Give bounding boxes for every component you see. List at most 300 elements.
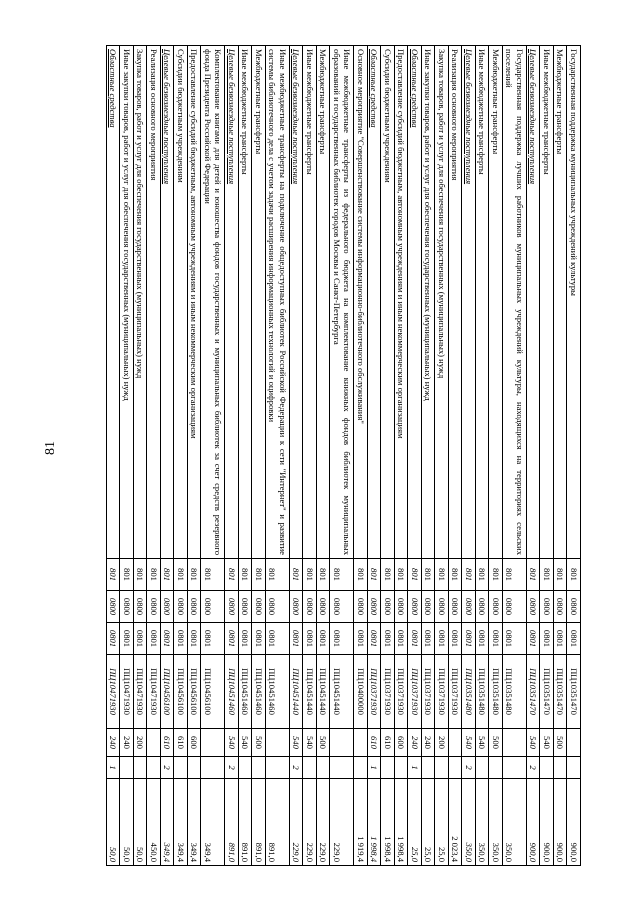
row-name-text: Иные межбюджетные трансферты [477,49,488,175]
subsection-code-cell: 0801 [540,623,554,655]
section-code-cell: 0800 [395,591,409,623]
target-article-cell: ПЦ10371930 [422,655,436,729]
row-name-text: Иные межбюджетные трансферты [240,49,251,175]
grbs-code-cell: 801 [120,559,134,591]
section-code-cell: 0800 [368,591,382,623]
subsection-code-cell: 0801 [449,623,463,655]
grbs-code-cell: 801 [422,559,436,591]
row-name-cell [107,46,121,559]
section-code-cell: 0800 [422,591,436,623]
row-name-text: Иные закупки товаров, работ и услуг для обеспечения государственных (муниципальных) нужд [122,49,132,401]
amount-cell: 891,0 [266,779,290,866]
expense-type-cell: 610 [368,729,382,757]
source-code-cell [174,757,188,779]
row-name-text: Межбюджетные трансферты [491,49,501,155]
expense-type-cell: 200 [134,729,148,757]
table-row [540,46,554,866]
section-code-cell: 0800 [188,591,202,623]
table-row [225,46,239,866]
row-name-cell [567,46,581,559]
source-code-cell [252,757,266,779]
target-article-cell: ПЦ10451460 [225,655,239,729]
subsection-code-cell: 0801 [225,623,239,655]
grbs-code-cell: 801 [489,559,503,591]
target-article-cell: ПЦ10471930 [120,655,134,729]
row-name-cell [422,46,436,559]
table-row [476,46,490,866]
table-row [354,46,368,866]
expense-type-cell: 610 [174,729,188,757]
row-name-cell [290,46,304,559]
amount-cell: 50,0 [107,779,121,866]
source-code-cell [147,757,161,779]
subsection-code-cell: 0801 [462,623,476,655]
source-code-cell [449,757,463,779]
table-row [303,46,317,866]
row-name-text: Предоставление субсидий бюджетным, автономным учреждениям и иным некоммерческим организациям [189,49,200,439]
expense-type-cell: 240 [120,729,134,757]
section-code-cell: 0800 [225,591,239,623]
amount-cell: 50,0 [120,779,134,866]
table-row [422,46,436,866]
source-code-cell [266,757,290,779]
row-name-cell [239,46,253,559]
expense-type-cell: 540 [462,729,476,757]
expense-type-cell [503,729,527,757]
amount-cell: 350,0 [503,779,527,866]
grbs-code-cell: 801 [354,559,368,591]
subsection-code-cell: 0801 [354,623,368,655]
row-name-text: Предоставление субсидий бюджетным, автономным учреждениям и иным некоммерческим организациям [396,49,407,439]
source-code-cell: 1 [368,757,382,779]
amount-cell: 349,4 [161,779,175,866]
target-article-cell: ПЦ10371930 [408,655,422,729]
target-article-cell: ПЦ10400000 [354,655,368,729]
row-name-cell [462,46,476,559]
grbs-code-cell: 801 [239,559,253,591]
amount-cell: 349,4 [174,779,188,866]
subsection-code-cell: 0801 [239,623,253,655]
expense-type-cell: 200 [435,729,449,757]
row-name-cell [408,46,422,559]
table-row [147,46,161,866]
row-name-cell [266,46,290,559]
row-name-text: Межбюджетные трансферты [254,49,264,155]
grbs-code-cell: 801 [290,559,304,591]
table-row [381,46,395,866]
section-code-cell: 0800 [107,591,121,623]
section-code-cell: 0800 [554,591,568,623]
grbs-code-cell: 801 [381,559,395,591]
table-row [107,46,121,866]
row-name-cell [489,46,503,559]
subsection-code-cell: 0801 [252,623,266,655]
table-row [527,46,541,866]
section-code-cell: 0800 [317,591,331,623]
row-name-cell [225,46,239,559]
amount-cell: 349,4 [201,779,225,866]
row-name-text: Закупка товаров, работ и услуг для обеспечения государственных (муниципальных) нужд [135,49,146,379]
grbs-code-cell: 801 [449,559,463,591]
grbs-code-cell: 801 [330,559,354,591]
section-code-cell: 0800 [381,591,395,623]
grbs-code-cell: 801 [188,559,202,591]
grbs-code-cell: 801 [567,559,581,591]
amount-cell: 1 998,4 [368,779,382,866]
target-article-cell: ПЦ10351470 [527,655,541,729]
table-row [395,46,409,866]
grbs-code-cell: 801 [554,559,568,591]
target-article-cell: ПЦ10371930 [368,655,382,729]
subsection-code-cell: 0801 [476,623,490,655]
table-row [134,46,148,866]
amount-cell: 350,0 [489,779,503,866]
expense-type-cell [201,729,225,757]
section-code-cell: 0800 [239,591,253,623]
source-code-cell [503,757,527,779]
target-article-cell: ПЦ10451440 [330,655,354,729]
row-name-text: Государственная поддержка муниципальных учреждений культуры [569,49,579,296]
expense-type-cell: 610 [381,729,395,757]
source-code-cell [395,757,409,779]
expense-type-cell: 540 [303,729,317,757]
table-row [408,46,422,866]
target-article-cell: ПЦ10371930 [435,655,449,729]
source-code-cell [567,757,581,779]
subsection-code-cell: 0801 [188,623,202,655]
row-name-cell [435,46,449,559]
amount-cell: 900,0 [554,779,568,866]
row-name-cell [527,46,541,559]
row-name-cell [368,46,382,559]
subsection-code-cell: 0801 [503,623,527,655]
row-name-text: Закупка товаров, работ и услуг для обеспечения государственных (муниципальных) нужд [437,49,447,379]
table-row [188,46,202,866]
section-code-cell: 0800 [120,591,134,623]
amount-cell: 2 023,4 [449,779,463,866]
row-name-text: Иные межбюджетные трансферты из федерального бюджета на комплектование книжных фондов библиотек муниципальных образований и государственных библиотек городов Москвы и Санкт-Петербурга [332,49,353,555]
target-article-cell: ПЦ10451460 [252,655,266,729]
amount-cell: 229,0 [330,779,354,866]
row-name-cell [503,46,527,559]
row-name-cell [354,46,368,559]
grbs-code-cell: 801 [395,559,409,591]
target-article-cell: ПЦ10471930 [147,655,161,729]
row-name-cell [134,46,148,559]
target-article-cell: ПЦ10451460 [266,655,290,729]
subsection-code-cell: 0801 [489,623,503,655]
section-code-cell: 0800 [266,591,290,623]
grbs-code-cell: 801 [527,559,541,591]
table-row [503,46,527,866]
table-row [239,46,253,866]
subsection-code-cell: 0801 [107,623,121,655]
grbs-code-cell: 801 [303,559,317,591]
subsection-code-cell: 0801 [303,623,317,655]
row-name-text: Иные закупки товаров, работ и услуг для обеспечения государственных (муниципальных) нужд [423,49,434,401]
amount-cell: 350,0 [462,779,476,866]
section-code-cell: 0800 [408,591,422,623]
row-name-text: Целевые безвозмездные поступления [291,49,302,185]
grbs-code-cell: 801 [540,559,554,591]
grbs-code-cell: 801 [503,559,527,591]
amount-cell: 1 998,4 [381,779,395,866]
row-name-cell [554,46,568,559]
section-code-cell: 0800 [330,591,354,623]
row-name-cell [540,46,554,559]
grbs-code-cell: 801 [317,559,331,591]
section-code-cell: 0800 [303,591,317,623]
target-article-cell: ПЦ10456100 [188,655,202,729]
table-row [567,46,581,866]
subsection-code-cell: 0801 [408,623,422,655]
amount-cell: 1 919,4 [354,779,368,866]
expense-type-cell [449,729,463,757]
subsection-code-cell: 0801 [147,623,161,655]
section-code-cell: 0800 [503,591,527,623]
amount-cell: 25,0 [422,779,436,866]
target-article-cell: ПЦ10471930 [134,655,148,729]
subsection-code-cell: 0801 [567,623,581,655]
row-name-text: Целевые безвозмездные поступления [162,49,173,185]
table-row [317,46,331,866]
grbs-code-cell: 801 [368,559,382,591]
expense-type-cell: 240 [107,729,121,757]
grbs-code-cell: 801 [225,559,239,591]
source-code-cell [489,757,503,779]
section-code-cell: 0800 [449,591,463,623]
expense-type-cell: 540 [225,729,239,757]
row-name-cell [188,46,202,559]
row-name-text: Субсидии бюджетным учреждениям [383,49,393,183]
target-article-cell: ПЦ10351480 [503,655,527,729]
subsection-code-cell: 0801 [134,623,148,655]
section-code-cell: 0800 [567,591,581,623]
section-code-cell: 0800 [252,591,266,623]
source-code-cell [476,757,490,779]
table-row [368,46,382,866]
grbs-code-cell: 801 [435,559,449,591]
grbs-code-cell: 801 [161,559,175,591]
source-code-cell [303,757,317,779]
expense-type-cell [330,729,354,757]
target-article-cell: ПЦ10471930 [107,655,121,729]
amount-cell: 891,0 [225,779,239,866]
grbs-code-cell: 801 [147,559,161,591]
source-code-cell: 2 [161,757,175,779]
row-name-text: Реализация основного мероприятия [450,49,461,181]
subsection-code-cell: 0801 [381,623,395,655]
row-name-text: Областные средства [108,49,119,128]
amount-cell: 891,0 [239,779,253,866]
source-code-cell [239,757,253,779]
expense-type-cell [266,729,290,757]
grbs-code-cell: 801 [174,559,188,591]
target-article-cell: ПЦ10456100 [161,655,175,729]
expense-type-cell: 540 [540,729,554,757]
expense-type-cell: 540 [290,729,304,757]
row-name-text: Межбюджетные трансферты [555,49,566,155]
row-name-cell [120,46,134,559]
table-row [252,46,266,866]
source-code-cell [201,757,225,779]
expense-type-cell [354,729,368,757]
grbs-code-cell: 801 [476,559,490,591]
grbs-code-cell: 801 [408,559,422,591]
subsection-code-cell: 0801 [554,623,568,655]
expense-type-cell: 500 [317,729,331,757]
source-code-cell [435,757,449,779]
amount-cell: 349,4 [188,779,202,866]
row-name-cell [317,46,331,559]
grbs-code-cell: 801 [201,559,225,591]
amount-cell: 25,0 [408,779,422,866]
target-article-cell: ПЦ10451460 [239,655,253,729]
section-code-cell: 0800 [174,591,188,623]
section-code-cell: 0800 [476,591,490,623]
section-code-cell: 0800 [147,591,161,623]
section-code-cell: 0800 [489,591,503,623]
row-name-cell [449,46,463,559]
source-code-cell [540,757,554,779]
source-code-cell: 2 [527,757,541,779]
source-code-cell [354,757,368,779]
budget-table [106,45,581,866]
source-code-cell [422,757,436,779]
expense-type-cell: 500 [252,729,266,757]
amount-cell: 450,0 [147,779,161,866]
section-code-cell: 0800 [435,591,449,623]
subsection-code-cell: 0801 [290,623,304,655]
expense-type-cell: 240 [408,729,422,757]
expense-type-cell: 240 [422,729,436,757]
subsection-code-cell: 0801 [201,623,225,655]
section-code-cell: 0800 [134,591,148,623]
row-name-text: Основное мероприятие "Совершенствование системы информационно-библиотечного обслуживания" [356,49,366,424]
expense-type-cell [147,729,161,757]
amount-cell: 1 998,4 [395,779,409,866]
expense-type-cell: 500 [489,729,503,757]
source-code-cell: 2 [290,757,304,779]
target-article-cell: ПЦ10351470 [540,655,554,729]
row-name-text: Иные межбюджетные трансферты на подключение общедоступных библиотек Российской Федерации к сети "Интернет" и развитие системы библиотечного дела с учетом задачи расширения информационных технологий и оцифровки [267,49,288,555]
source-code-cell [317,757,331,779]
section-code-cell: 0800 [161,591,175,623]
target-article-cell: ПЦ10456100 [174,655,188,729]
subsection-code-cell: 0801 [422,623,436,655]
amount-cell: 50,0 [134,779,148,866]
row-name-text: Субсидии бюджетным учреждениям [176,49,186,183]
target-article-cell: ПЦ10371930 [395,655,409,729]
expense-type-cell: 600 [188,729,202,757]
target-article-cell: ПЦ10351470 [567,655,581,729]
budget-table-body [107,46,581,866]
amount-cell: 229,0 [317,779,331,866]
row-name-text: Областные средства [410,49,420,128]
source-code-cell: 1 [107,757,121,779]
row-name-cell [174,46,188,559]
expense-type-cell: 540 [527,729,541,757]
source-code-cell [120,757,134,779]
row-name-text: Комплектование книгами для детей и юношества фондов государственных и муниципальных библиотек за счет средств резервного фонда Президента Российской Федерации [203,49,224,555]
row-name-text: Государственная поддержка лучших работников муниципальных учреждений культуры, находящихся на территориях сельских поселений [504,49,525,555]
target-article-cell: ПЦ10451440 [303,655,317,729]
row-name-text: Областные средства [369,49,380,128]
row-name-text: Целевые безвозмездные поступления [227,49,237,185]
source-code-cell [381,757,395,779]
row-name-cell [395,46,409,559]
grbs-code-cell: 801 [252,559,266,591]
table-row [201,46,225,866]
amount-cell: 891,0 [252,779,266,866]
table-row [435,46,449,866]
subsection-code-cell: 0801 [161,623,175,655]
section-code-cell: 0800 [290,591,304,623]
grbs-code-cell: 801 [462,559,476,591]
row-name-text: Целевые безвозмездные поступления [464,49,474,185]
section-code-cell: 0800 [354,591,368,623]
row-name-cell [252,46,266,559]
source-code-cell [330,757,354,779]
row-name-cell [147,46,161,559]
grbs-code-cell: 801 [107,559,121,591]
source-code-cell: 2 [462,757,476,779]
target-article-cell: ПЦ10371930 [381,655,395,729]
expense-type-cell: 500 [554,729,568,757]
table-row [174,46,188,866]
target-article-cell: ПЦ10451440 [317,655,331,729]
row-name-text: Иные межбюджетные трансферты [305,49,315,175]
row-name-text: Реализация основного мероприятия [149,49,159,181]
section-code-cell: 0800 [462,591,476,623]
row-name-cell [161,46,175,559]
target-article-cell: ПЦ10351470 [554,655,568,729]
amount-cell: 900,0 [567,779,581,866]
grbs-code-cell: 801 [134,559,148,591]
amount-cell: 900,0 [527,779,541,866]
amount-cell: 900,0 [540,779,554,866]
section-code-cell: 0800 [540,591,554,623]
expense-type-cell: 540 [476,729,490,757]
table-row [120,46,134,866]
subsection-code-cell: 0801 [330,623,354,655]
expense-type-cell: 540 [239,729,253,757]
table-row [330,46,354,866]
source-code-cell: 1 [408,757,422,779]
amount-cell: 25,0 [435,779,449,866]
table-row [449,46,463,866]
table-row [489,46,503,866]
rotated-page-content [56,45,581,865]
amount-cell: 229,0 [290,779,304,866]
subsection-code-cell: 0801 [368,623,382,655]
target-article-cell: ПЦ10371930 [449,655,463,729]
page-number: 81 [43,441,58,455]
source-code-cell: 2 [225,757,239,779]
table-row [554,46,568,866]
target-article-cell: ПЦ10351480 [489,655,503,729]
row-name-cell [201,46,225,559]
source-code-cell [188,757,202,779]
row-name-cell [330,46,354,559]
expense-type-cell [567,729,581,757]
source-code-cell [134,757,148,779]
expense-type-cell: 600 [395,729,409,757]
target-article-cell: ПЦ10456100 [201,655,225,729]
amount-cell: 350,0 [476,779,490,866]
section-code-cell: 0800 [201,591,225,623]
row-name-text: Иные межбюджетные трансферты [542,49,552,175]
